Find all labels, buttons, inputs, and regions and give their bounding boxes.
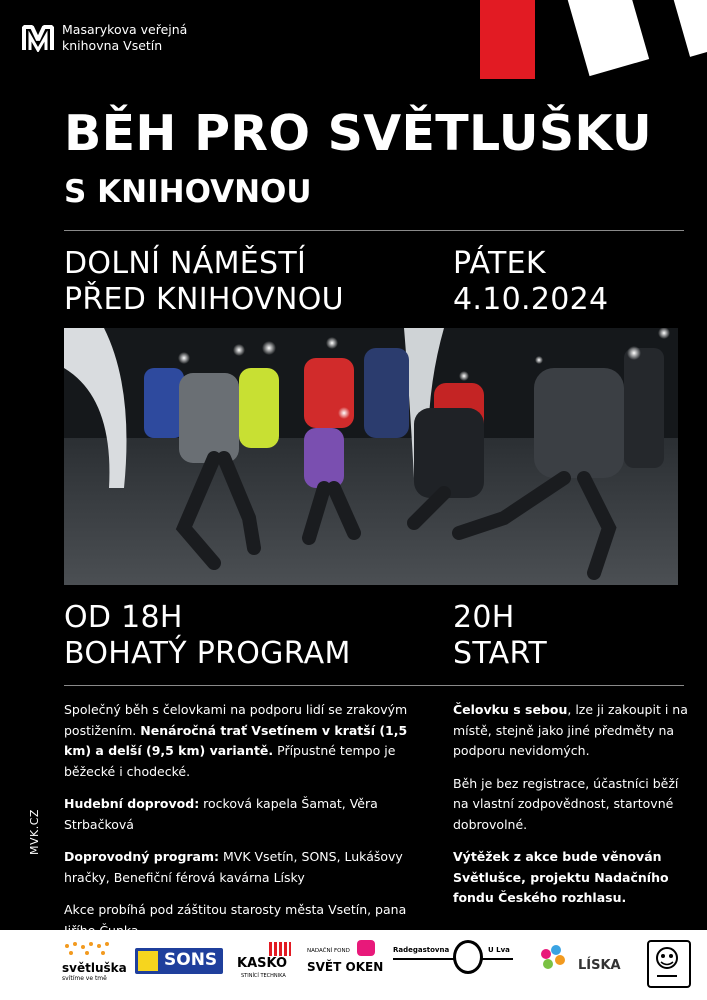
program-time: OD 18H <box>64 600 183 635</box>
program-paragraph: Doprovodný program: MVK Vsetín, SONS, Lukášovy hračky, Benefiční férová kavárna Lísky <box>64 849 403 885</box>
white-decor-stripe <box>562 0 649 76</box>
sponsors-bar: světluška svítíme ve tmě SONS KASKO STINÍCÍ TECHNIKA NADAČNÍ FOND SVĚT OKEN Radegastovna U Lva LÍSKA <box>0 930 707 1000</box>
night-run-image <box>64 328 678 585</box>
toy-character-icon <box>649 942 685 982</box>
start-label: START <box>453 636 548 671</box>
start-time: 20H <box>453 600 515 635</box>
radegastovna-logo: Radegastovna U Lva <box>393 940 513 976</box>
place-block <box>64 246 344 318</box>
lion-icon <box>453 940 483 974</box>
sons-logo: SONS <box>135 948 223 974</box>
headlamp-paragraph: Čelovku s sebou, lze ji zakoupit i na místě, stejně jako jiné předměty na podporu nevidomých. <box>453 702 688 758</box>
kasko-icon <box>269 942 291 956</box>
org-name-line2: knihovna Vsetín <box>62 38 163 53</box>
liska-logo: LÍSKA <box>538 944 618 978</box>
liska-leaf-icon <box>538 944 568 974</box>
info-paragraph: Společný běh s čelovkami na podporu lidí se zrakovým postižením. Nenáročná trať Vsetínem v kratší (1,5 km) a delší (9,5 km) variantě. Přípustné tempo je běžecké i chodecké. <box>64 702 408 779</box>
sons-icon <box>138 951 158 971</box>
info-left-column <box>64 700 424 953</box>
date-day: PÁTEK <box>453 246 546 281</box>
start-block <box>453 600 547 672</box>
svet-oken-heart-icon <box>357 940 375 956</box>
info-right-column <box>453 700 689 921</box>
date-block <box>453 246 608 318</box>
place-line2: PŘED KNIHOVNOU <box>64 282 344 317</box>
runners-photo <box>64 328 678 585</box>
event-subtitle: S KNIHOVNOU <box>64 174 312 210</box>
patronage-paragraph: Akce probíhá pod záštitou starosty města Vsetín, pana <box>64 902 407 917</box>
toy-shop-logo <box>647 940 691 988</box>
website-url: MVK.CZ <box>28 809 41 855</box>
org-name-line1: Masarykova veřejná <box>62 22 188 37</box>
music-paragraph: Hudební doprovod: rocková kapela Šamat, Věra Strbačková <box>64 796 378 832</box>
divider <box>64 685 684 686</box>
event-title: BĚH PRO SVĚTLUŠKU <box>64 105 652 162</box>
registration-paragraph: Běh je bez registrace, účastníci běží na vlastní zodpovědnost, startovné dobrovolné. <box>453 775 679 832</box>
divider <box>64 230 684 231</box>
place-line1: DOLNÍ NÁMĚSTÍ <box>64 246 307 281</box>
white-decor-stripe <box>668 0 707 57</box>
program-block <box>64 600 351 672</box>
svetluska-icon <box>62 942 112 958</box>
mvk-logo-icon <box>22 24 54 52</box>
program-label: BOHATÝ PROGRAM <box>64 636 351 671</box>
red-decor-bar <box>480 0 535 79</box>
date-value: 4.10.2024 <box>453 282 609 317</box>
proceeds-paragraph: Výtěžek z akce bude věnován Světlušce, projektu Nadačního fondu Českého rozhlasu. <box>453 849 669 905</box>
svetluska-logo: světluška svítíme ve tmě <box>62 942 122 983</box>
library-logo <box>22 22 187 54</box>
